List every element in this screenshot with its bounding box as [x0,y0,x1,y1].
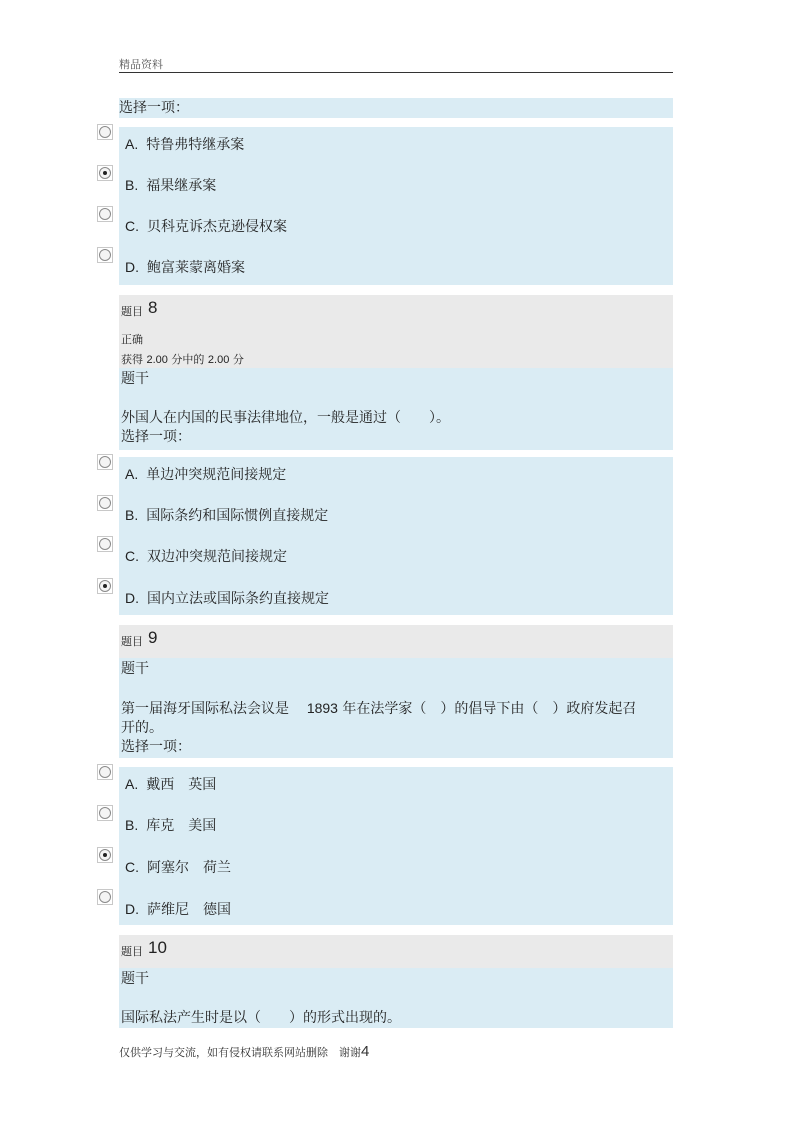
radio-button[interactable] [99,249,111,261]
question-label: 题目 [121,635,143,648]
stem-text: 国际私法产生时是以（ ）的形式出现的。 [121,1010,401,1026]
option-letter: A. [125,136,139,152]
radio-button[interactable] [99,126,111,138]
question-label: 题目 [121,945,143,958]
option-text: 国际条约和国际惯例直接规定 [146,508,329,524]
option-letter: C. [125,548,139,564]
radio-button[interactable] [99,807,111,819]
q8-header [119,295,673,368]
question-status: 正确 [121,333,143,346]
option-letter: A. [125,776,139,792]
option-letter: D. [125,590,139,606]
option-text: 单边冲突规范间接规定 [146,467,287,483]
option-text: 特鲁弗特继承案 [146,137,245,153]
header-divider [119,72,673,73]
q7-option-a[interactable] [119,123,673,165]
radio-button[interactable] [99,167,111,179]
q10-stem [119,968,673,1028]
radio-button[interactable] [99,849,111,861]
q10-header [119,935,673,968]
select-prompt: 选择一项： [121,739,191,755]
select-prompt: 选择一项： [121,429,191,445]
q8-options [119,457,673,615]
radio-button[interactable] [99,766,111,778]
option-letter: C. [125,218,139,234]
option-letter: C. [125,859,139,875]
q9-options [119,767,673,925]
q9-option-b[interactable] [119,804,673,846]
q9-option-d[interactable] [119,888,673,930]
stem-text-continued: 开的。 [121,720,163,736]
radio-button[interactable] [99,456,111,468]
q8-option-b[interactable] [119,494,673,536]
option-letter: B. [125,507,139,523]
option-text: 鲍富莱蒙离婚案 [147,260,245,276]
q7-option-c[interactable] [119,205,673,247]
radio-button[interactable] [99,208,111,220]
page-footer [119,1043,369,1060]
q9-option-a[interactable] [119,763,673,805]
footer-text: 仅供学习与交流，如有侵权请联系网站删除 谢谢 [119,1046,361,1059]
q9-stem [119,658,673,758]
stem-label: 题干 [121,371,149,387]
question-number: 8 [148,298,158,317]
question-number: 10 [148,938,167,957]
option-text: 双边冲突规范间接规定 [147,549,287,565]
stem-text: 第一届海牙国际私法会议是 1893 年在法学家（ ）的倡导下由（ ）政府发起召 [121,700,637,717]
option-text: 萨维尼 德国 [147,902,231,918]
q8-option-a[interactable] [119,453,673,495]
option-text: 戴西 英国 [146,777,217,793]
stem-label: 题干 [121,971,149,987]
q7-options [119,127,673,285]
q7-option-b[interactable] [119,164,673,206]
question-number: 9 [148,628,158,647]
q9-option-c[interactable] [119,846,673,888]
radio-button[interactable] [99,497,111,509]
option-letter: D. [125,901,139,917]
option-letter: D. [125,259,139,275]
question-label: 题目 [121,305,143,318]
stem-text: 外国人在内国的民事法律地位，一般是通过（ ）。 [121,410,450,426]
radio-button[interactable] [99,580,111,592]
q7-option-d[interactable] [119,246,673,288]
radio-button[interactable] [99,538,111,550]
stem-label: 题干 [121,661,149,677]
q7-prompt: 选择一项： [119,98,673,118]
q8-option-c[interactable] [119,535,673,577]
option-text: 阿塞尔 荷兰 [147,860,231,876]
option-text: 贝科克诉杰克逊侵权案 [147,219,287,235]
question-score: 获得 2.00 分中的 2.00 分 [121,353,244,366]
option-text: 福果继承案 [146,178,217,194]
page-number: 4 [361,1043,370,1060]
radio-button[interactable] [99,891,111,903]
option-letter: B. [125,177,139,193]
q8-option-d[interactable] [119,577,673,619]
option-letter: A. [125,466,139,482]
page-header-label: 精品资料 [119,58,163,71]
option-text: 库克 美国 [146,818,217,834]
q9-header [119,625,673,658]
q8-stem [119,368,673,450]
option-letter: B. [125,817,139,833]
option-text: 国内立法或国际条约直接规定 [147,591,329,607]
